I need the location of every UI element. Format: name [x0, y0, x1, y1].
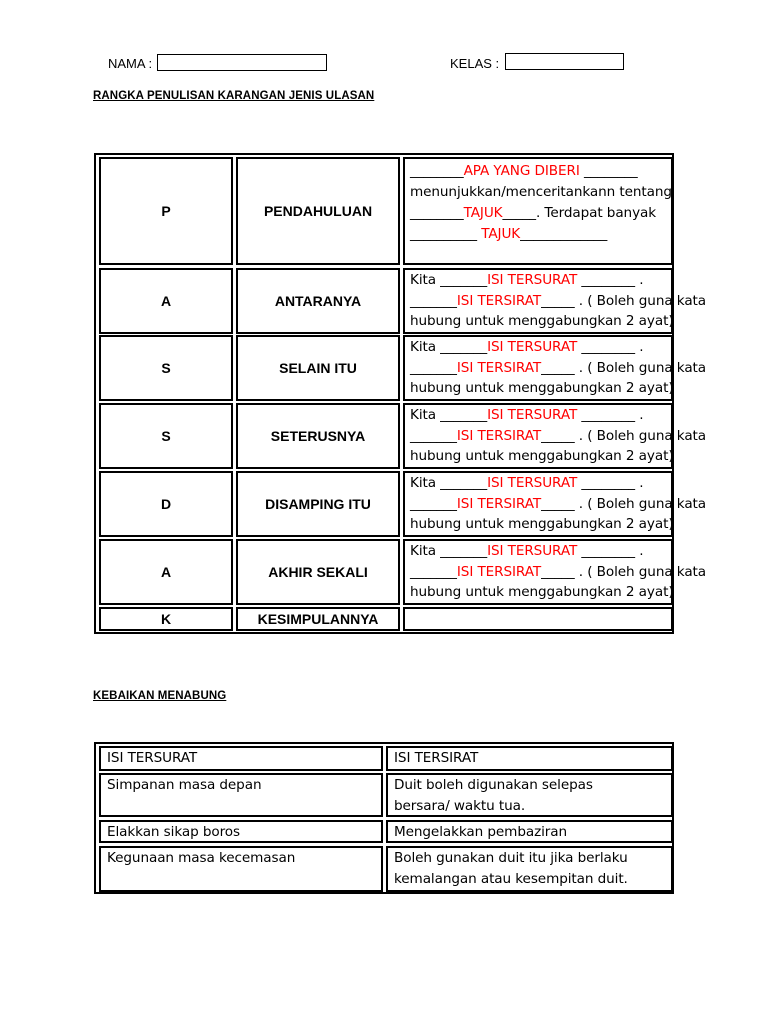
text-segment: menunjukkan/menceritankann tentang — [410, 184, 672, 200]
text-segment: _______ — [410, 427, 457, 444]
highlight-text: ISI TERSURAT — [487, 475, 578, 491]
text-segment: _____ . ( Boleh guna kata — [541, 563, 707, 580]
highlight-text: ISI TERSIRAT — [456, 495, 542, 512]
text-segment: Kita _______ — [410, 339, 488, 355]
kelas-field[interactable] — [505, 53, 624, 70]
highlight-text: ISI TERSURAT — [487, 339, 578, 355]
isi-tersurat-cell — [99, 846, 383, 892]
nama-label: NAMA : — [108, 56, 153, 71]
text-segment: _____________ — [520, 226, 608, 242]
highlight-text: APA YANG DIBERI — [463, 163, 580, 179]
table-row-content — [403, 335, 707, 401]
table-row-content — [403, 539, 707, 605]
cell-line: ISI TERSURAT — [107, 750, 198, 766]
isi-tersurat-cell — [99, 746, 383, 771]
text-segment: _______ — [410, 495, 457, 512]
table-row-content — [403, 268, 707, 334]
table-row-letter: A — [99, 268, 233, 334]
highlight-text: ISI TERSIRAT — [456, 292, 542, 309]
text-segment: _____ . ( Boleh guna kata — [541, 292, 707, 309]
cell-line: Duit boleh digunakan selepas — [394, 777, 593, 793]
table-row-section: DISAMPING ITU — [236, 471, 400, 537]
text-segment: Kita _______ — [410, 543, 488, 559]
cell-line: Mengelakkan pembaziran — [394, 824, 568, 840]
text-segment: ________ . — [577, 407, 644, 423]
text-segment: hubung untuk menggabungkan 2 ayat) — [410, 448, 674, 464]
isi-tersirat-cell — [386, 746, 673, 771]
content-line — [410, 562, 707, 583]
content-line — [410, 224, 671, 245]
table-row-content — [403, 157, 673, 265]
highlight-text: ISI TERSURAT — [487, 407, 578, 423]
content-line — [410, 311, 674, 332]
content-line — [410, 182, 671, 203]
highlight-text: ISI TERSIRAT — [456, 427, 542, 444]
table-row-section: AKHIR SEKALI — [236, 539, 400, 605]
content-line — [410, 270, 671, 291]
highlight-text: ISI TERSURAT — [487, 272, 578, 288]
text-segment: hubung untuk menggabungkan 2 ayat) — [410, 313, 674, 329]
table-row-content — [403, 607, 673, 631]
kebaikan-menabung-table — [94, 742, 674, 894]
content-line — [410, 291, 707, 312]
text-segment: hubung untuk menggabungkan 2 ayat) — [410, 584, 674, 600]
highlight-text: ISI TERSIRAT — [456, 563, 542, 580]
content-line — [410, 494, 707, 515]
content-line — [410, 582, 674, 603]
text-segment: _______ — [410, 292, 457, 309]
isi-tersurat-cell — [99, 773, 383, 817]
text-segment: _______ — [410, 359, 457, 376]
table-row-letter: K — [99, 607, 233, 631]
table-row-section: ANTARANYA — [236, 268, 400, 334]
text-segment: __________ — [410, 226, 482, 242]
highlight-text: ISI TERSURAT — [487, 543, 578, 559]
text-segment: ________ — [410, 205, 464, 221]
isi-tersirat-cell — [386, 820, 673, 843]
content-line — [410, 161, 671, 182]
text-segment: hubung untuk menggabungkan 2 ayat) — [410, 380, 674, 396]
table-row-content — [403, 471, 707, 537]
content-line — [410, 426, 707, 447]
table-row-section: PENDAHULUAN — [236, 157, 400, 265]
text-segment: ________ — [410, 163, 464, 179]
text-segment: Kita _______ — [410, 407, 488, 423]
text-segment: _____ . ( Boleh guna kata — [541, 495, 707, 512]
text-segment: _____ . ( Boleh guna kata — [541, 359, 707, 376]
isi-tersurat-cell — [99, 820, 383, 843]
text-segment: _____ . ( Boleh guna kata — [541, 427, 707, 444]
table-row-letter: P — [99, 157, 233, 265]
isi-tersirat-cell — [386, 773, 673, 817]
cell-line: Simpanan masa depan — [107, 777, 262, 793]
table-row-letter: A — [99, 539, 233, 605]
text-segment: ________ . — [577, 543, 644, 559]
table-row-letter: S — [99, 335, 233, 401]
table-row-letter: S — [99, 403, 233, 469]
text-segment: ________ . — [577, 475, 644, 491]
cell-line: Kegunaan masa kecemasan — [107, 850, 296, 866]
isi-tersirat-cell — [386, 846, 673, 892]
content-line — [410, 378, 674, 399]
cell-line: Boleh gunakan duit itu jika berlaku — [394, 850, 628, 866]
content-line — [410, 337, 671, 358]
table-row-letter: D — [99, 471, 233, 537]
highlight-text: ISI TERSIRAT — [456, 359, 542, 376]
nama-field[interactable] — [157, 54, 327, 71]
text-segment: Kita _______ — [410, 272, 488, 288]
text-segment: ________ . — [577, 272, 644, 288]
highlight-text: TAJUK — [481, 226, 521, 242]
content-line — [410, 405, 671, 426]
text-segment: ________ . — [577, 339, 644, 355]
table-row-section: SETERUSNYA — [236, 403, 400, 469]
text-segment: _______ — [410, 563, 457, 580]
highlight-text: TAJUK — [463, 205, 503, 221]
content-line — [410, 541, 671, 562]
text-segment: _____. Terdapat banyak — [502, 205, 657, 221]
content-line — [410, 446, 674, 467]
cell-line: bersara/ waktu tua. — [394, 798, 526, 814]
text-segment: hubung untuk menggabungkan 2 ayat) — [410, 516, 674, 532]
text-segment: ________ — [579, 163, 638, 179]
table-row-section: SELAIN ITU — [236, 335, 400, 401]
cell-line: Elakkan sikap boros — [107, 824, 240, 840]
text-segment: Kita _______ — [410, 475, 488, 491]
cell-line: ISI TERSIRAT — [394, 750, 479, 766]
heading-rangka: RANGKA PENULISAN KARANGAN JENIS ULASAN — [93, 90, 375, 102]
cell-line: kemalangan atau kesempitan duit. — [394, 871, 628, 887]
kelas-label: KELAS : — [450, 56, 500, 71]
table-row-content — [403, 403, 707, 469]
content-line — [410, 358, 707, 379]
table-row-section: KESIMPULANNYA — [236, 607, 400, 631]
heading-kebaikan-menabung: KEBAIKAN MENABUNG — [93, 690, 227, 702]
rangka-table — [94, 153, 707, 634]
content-line — [410, 203, 671, 224]
content-line — [410, 514, 674, 535]
content-line — [410, 473, 671, 494]
